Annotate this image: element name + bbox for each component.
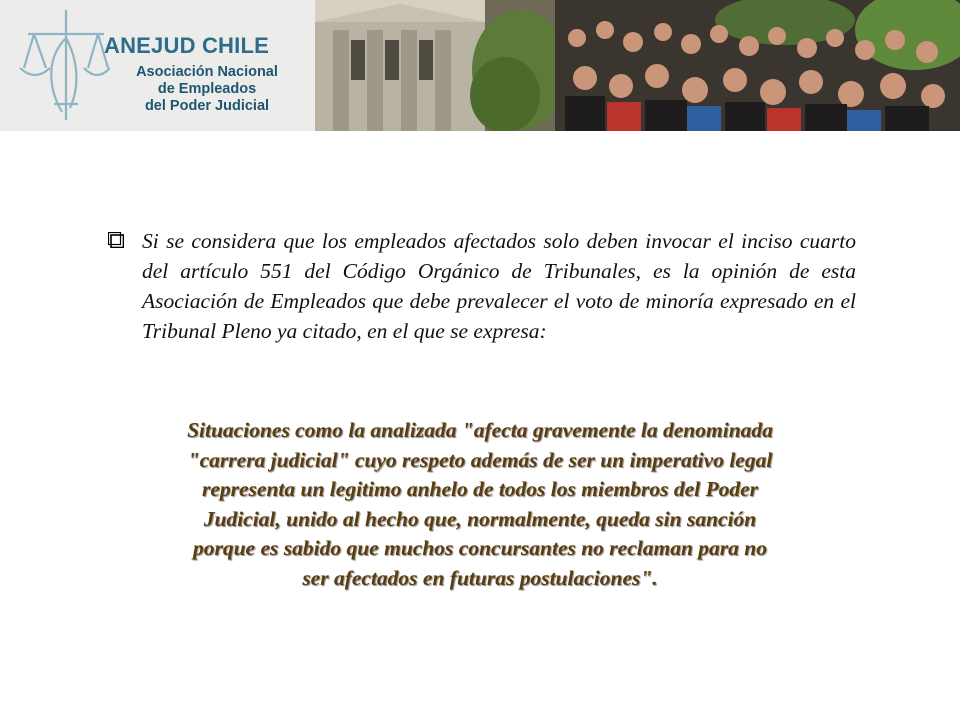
org-name-line: de Empleados bbox=[157, 81, 257, 97]
quote-line: "carrera judicial" cuyo respeto además de ser un imperativo legal bbox=[187, 447, 773, 472]
courthouse-group-photo bbox=[315, 0, 960, 131]
bullet-text: Si se considera que los empleados afectados solo deben invocar el inciso cuarto del artículo 551 del Código Orgánico de Tribunales, es la opinión de esta Asociación de Empleados que debe prevalecer el voto de minoría expresado en el Tribunal Pleno ya citado, en el que se expresa: bbox=[142, 229, 856, 343]
quote-line: Situaciones como la analizada "afecta gravemente la denominada bbox=[187, 418, 773, 442]
bullet-paragraph bbox=[108, 226, 856, 346]
quote-line: porque es sabido que muchos concursantes no reclaman para no bbox=[192, 536, 767, 560]
org-short-name: ANEJUD CHILE bbox=[104, 33, 269, 58]
header-banner bbox=[0, 0, 960, 131]
org-name-line: Asociación Nacional bbox=[136, 64, 278, 80]
quoted-dissent bbox=[90, 416, 870, 593]
quote-line: ser afectados en futuras postulaciones". bbox=[302, 565, 658, 590]
scales-of-justice-icon bbox=[18, 8, 110, 126]
checkbox-square-icon bbox=[108, 232, 124, 248]
org-full-name bbox=[112, 64, 302, 115]
org-name-line: del Poder Judicial bbox=[144, 98, 270, 114]
logo-panel bbox=[0, 0, 315, 131]
quote-line: Judicial, unido al hecho que, normalmente, queda sin sanción bbox=[203, 506, 757, 531]
quote-line: representa un legitimo anhelo de todos los miembros del Poder bbox=[201, 477, 759, 501]
header-photo bbox=[315, 0, 960, 131]
